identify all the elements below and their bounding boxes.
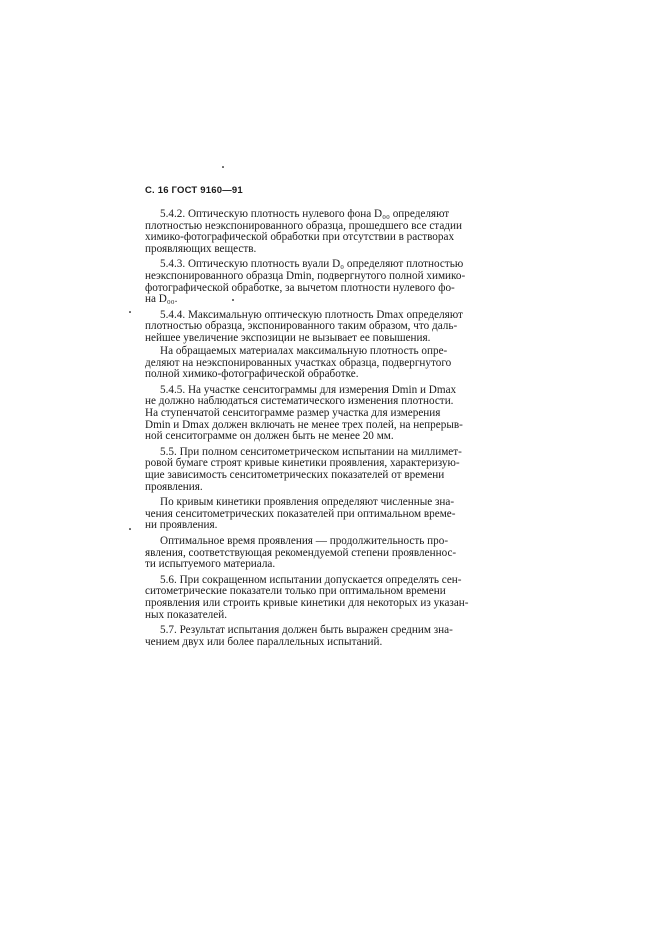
text-line: полной химико-фотографической обработке. — [145, 368, 359, 381]
text-line: чения сенситометрических показателей при оптимальном време- — [145, 507, 456, 520]
text-line: плотностью образца, экспонированного таким образом, что даль- — [145, 320, 458, 333]
paragraph-5-4-3 — [145, 259, 517, 305]
page-header: С. 16 ГОСТ 9160—91 — [145, 185, 243, 196]
text-line: 5.4.2. Оптическую плотность нулевого фона D₀₀ определяют — [160, 208, 450, 220]
scan-speck — [222, 166, 224, 168]
paragraph-kinetics-curves — [145, 497, 517, 532]
text-line: неэкспонированного образца Dmin, подвергнутого полной химико- — [145, 269, 466, 282]
text-line: ситометрические показатели только при оптимальном времени — [145, 585, 446, 598]
text-line: плотностью неэкспонированного образца, прошедшего все стадии — [145, 219, 462, 232]
text-line: Dmin и Dmax должен включать не менее трех полей, на непрерыв- — [145, 418, 463, 431]
text-line: ной сенситограмме он должен быть не менее 20 мм. — [145, 430, 394, 443]
paragraph-5-4-2 — [145, 209, 517, 255]
paragraph-5-5 — [145, 447, 517, 493]
text-line: 5.4.5. На участке сенситограммы для измерения Dmin и Dmax — [160, 383, 457, 396]
text-line: проявляющих веществ. — [145, 242, 257, 255]
text-line: Оптимальное время проявления — продолжительность про- — [160, 534, 449, 547]
text-line: проявления. — [145, 480, 203, 493]
text-line: По кривым кинетики проявления определяют численные зна- — [160, 496, 455, 509]
scan-speck — [129, 528, 131, 530]
text-line: 5.6. При сокращенном испытании допускается определять сен- — [160, 573, 462, 586]
paragraph-5-7 — [145, 625, 517, 648]
text-line: фотографической обработке, за вычетом плотности нулевого фо- — [145, 281, 455, 294]
text-line: 5.4.3. Оптическую плотность вуали D₀ определяют плотностью — [160, 258, 464, 271]
text-line: щие зависимость сенситометрических показателей от времени — [145, 468, 445, 481]
text-line: 5.7. Результат испытания должен быть выражен средним зна- — [160, 624, 453, 637]
text-line: На обращаемых материалах максимальную плотность опре- — [160, 345, 448, 358]
text-line: явления, соответствующая рекомендуемой степени проявленнос- — [145, 546, 457, 559]
text-line: ных показателей. — [145, 608, 227, 621]
text-line: 5.4.4. Максимальную оптическую плотность Dmax определяют — [160, 308, 463, 321]
text-line: чением двух или более параллельных испытаний. — [145, 635, 383, 648]
paragraph-optimal-time — [145, 536, 517, 571]
paragraph-5-4-5 — [145, 385, 517, 443]
scan-speck — [129, 311, 131, 313]
text-line: На ступенчатой сенситограмме размер участка для измерения — [145, 407, 441, 419]
text-line: 5.5. При полном сенситометрическом испытании на миллимет- — [160, 445, 462, 458]
text-line: не должно наблюдаться систематического изменения плотности. — [145, 395, 454, 408]
paragraph-5-4-4 — [145, 310, 517, 345]
text-line: ни проявления. — [145, 519, 218, 532]
text-line: химико-фотографической обработки при отсутствии в растворах — [145, 231, 455, 244]
text-line: деляют на неэкспонированных участках образца, подвергнутого — [145, 356, 452, 369]
document-body — [145, 209, 517, 648]
text-line: на D₀₀. — [145, 293, 178, 306]
text-line: нейшее увеличение экспозиции не вызывает ее повышения. — [145, 331, 431, 344]
text-line: ти испытуемого материала. — [145, 558, 276, 571]
paragraph-reversal-materials — [145, 346, 517, 381]
text-line: ровой бумаге строят кривые кинетики проявления, характеризую- — [145, 457, 460, 470]
paragraph-5-6 — [145, 575, 517, 621]
text-line: проявления или строить кривые кинетики для некоторых из указан- — [145, 596, 469, 609]
